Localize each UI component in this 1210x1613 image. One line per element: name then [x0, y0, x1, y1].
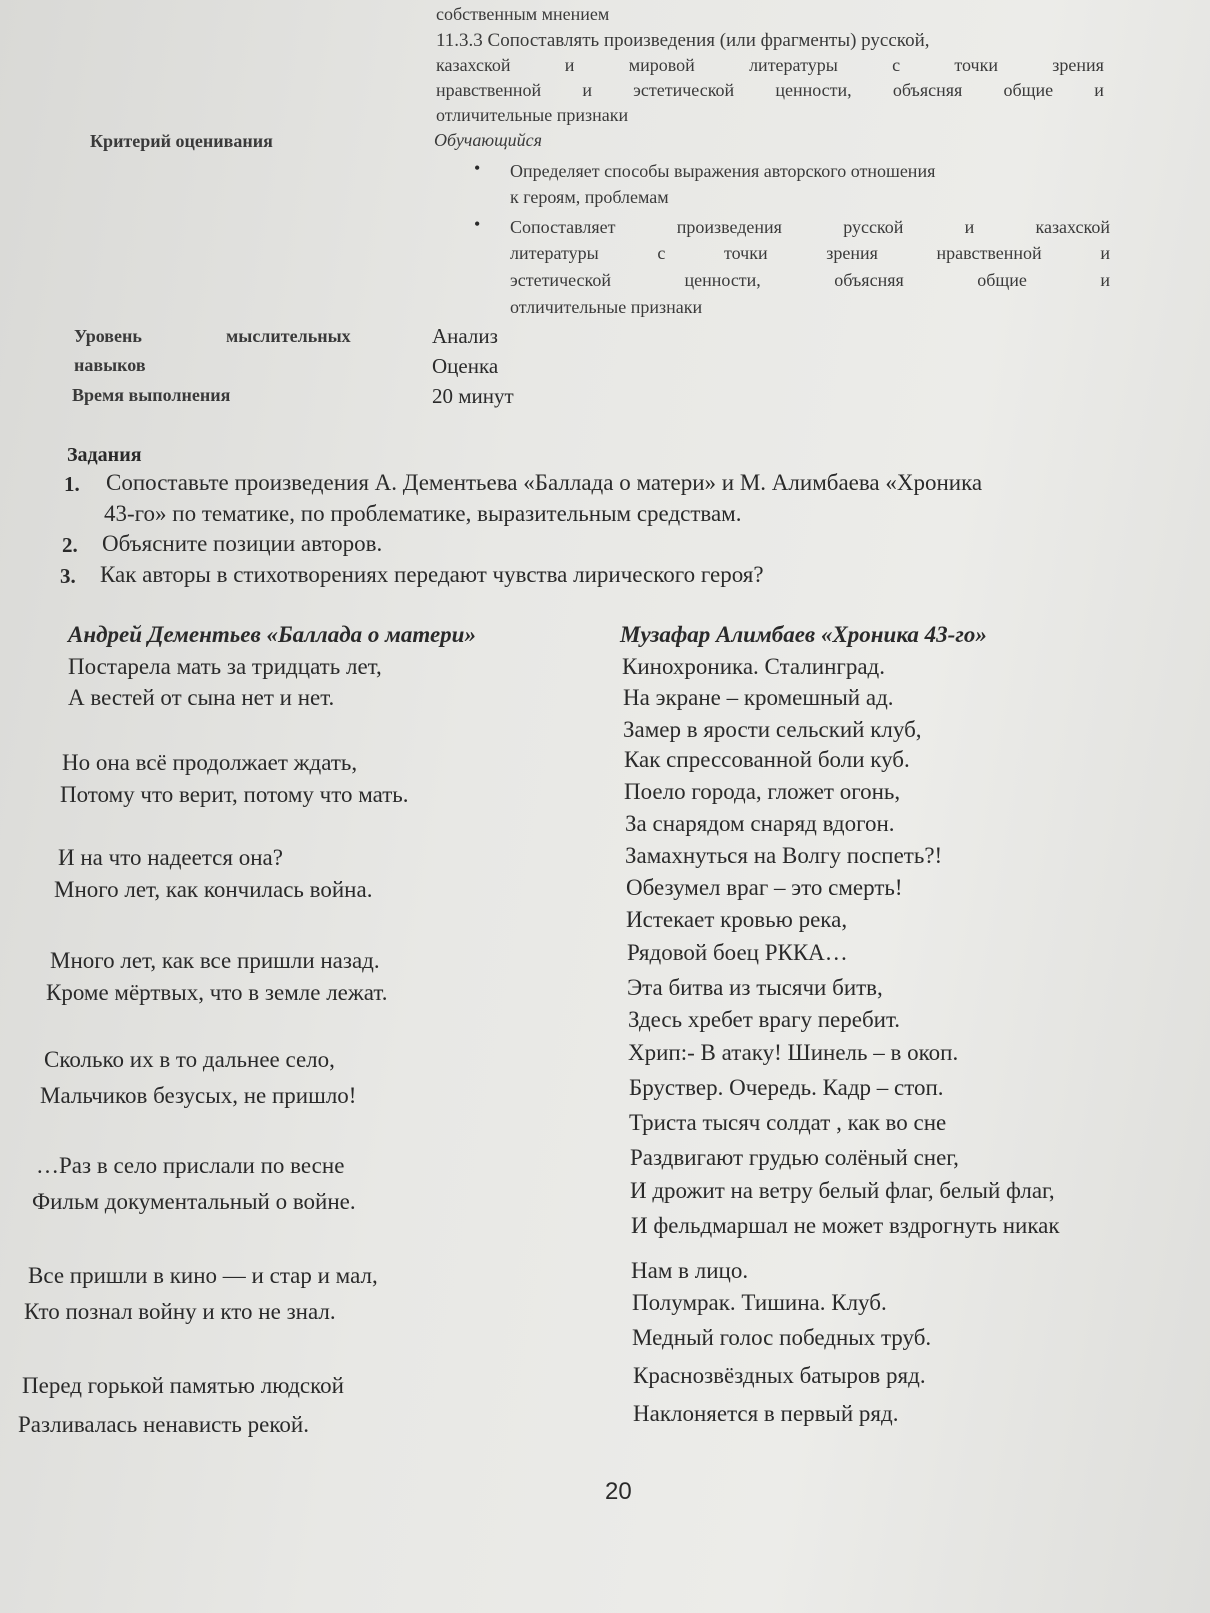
word: казахской: [1035, 217, 1110, 237]
poem-right-line: Рядовой боец РККА…: [627, 940, 848, 965]
word: произведения: [676, 217, 782, 237]
criteria-label: Критерий оценивания: [90, 131, 273, 151]
word: с: [892, 55, 901, 75]
word: точки: [954, 55, 998, 75]
objective-line: [436, 80, 1104, 101]
word: ценности,: [775, 80, 852, 100]
bullet-text: [510, 270, 1110, 291]
criteria-subject: Обучающийся: [434, 130, 543, 150]
bullet-text: к героям, проблемам: [510, 187, 669, 207]
poem-right-line: Хрип:- В атаку! Шинель – в окоп.: [628, 1040, 959, 1065]
word: объясняя: [834, 270, 904, 290]
objective-line: отличительные признаки: [436, 105, 629, 125]
word: объясняя: [892, 80, 963, 100]
objective-line: 11.3.3 Сопоставлять произведения (или фрагменты) русской,: [436, 30, 930, 51]
bullet-text: [510, 217, 1110, 238]
word: общие: [977, 270, 1027, 290]
bullet-text: отличительные признаки: [510, 297, 703, 317]
objective-line: собственным мнением: [436, 4, 610, 24]
poem-right-line: Здесь хребет врагу перебит.: [628, 1007, 901, 1032]
poem-left-line: Но она всё продолжает ждать,: [62, 750, 358, 775]
page-number: 20: [605, 1478, 632, 1505]
bullet-icon: •: [474, 158, 481, 178]
task-text: Объясните позиции авторов.: [102, 531, 383, 556]
poem-left-line: Много лет, как кончилась война.: [54, 877, 373, 902]
word: нравственной: [436, 80, 542, 100]
bullet-text: Определяет способы выражения авторского отношения: [510, 161, 936, 181]
skills-value: Анализ: [432, 324, 498, 348]
word: с: [657, 243, 666, 263]
poem-right-line: Полумрак. Тишина. Клуб.: [632, 1290, 887, 1315]
skills-value: Оценка: [432, 354, 499, 378]
skills-label: мыслительных: [226, 326, 351, 346]
word: казахской: [436, 55, 511, 75]
task-number: 2.: [62, 533, 78, 557]
poem-right-line: Краснозвёздных батыров ряд.: [633, 1363, 926, 1388]
word: эстетической: [510, 270, 612, 290]
poem-right-line: И фельдмаршал не может вздрогнуть никак: [631, 1213, 1060, 1238]
poem-right-line: Триста тысяч солдат , как во сне: [629, 1110, 947, 1135]
poem-left-line: Кроме мёртвых, что в земле лежат.: [46, 980, 388, 1005]
poem-right-line: За снарядом снаряд вдогон.: [625, 811, 895, 836]
word: зрения: [826, 243, 878, 263]
poem-right-line: Нам в лицо.: [631, 1258, 749, 1283]
word: зрения: [1052, 55, 1104, 75]
poem-right-line: Как спрессованной боли куб.: [624, 747, 910, 772]
tasks-heading: Задания: [67, 444, 142, 466]
poem-right-line: Замахнуться на Волгу поспеть?!: [625, 843, 943, 868]
poem-left-line: Потому что верит, потому что мать.: [60, 782, 409, 807]
poem-right-line: Истекает кровью река,: [626, 907, 848, 932]
poem-right-line: Эта битва из тысячи битв,: [627, 975, 883, 1000]
bullet-text: [510, 243, 1110, 264]
word: литературы: [510, 243, 599, 263]
word: и: [964, 217, 975, 237]
word: и: [1100, 243, 1110, 263]
poem-right-line: Обезумел враг – это смерть!: [626, 875, 903, 900]
poem-left-line: Много лет, как все пришли назад.: [50, 948, 380, 973]
skills-label: Уровень: [74, 326, 142, 346]
poem-right-line: Наклоняется в первый ряд.: [633, 1401, 899, 1426]
word: литературы: [749, 55, 838, 75]
task-text: Как авторы в стихотворениях передают чувства лирического героя?: [100, 562, 764, 587]
poem-left-line: Разливалась ненависть рекой.: [18, 1412, 309, 1437]
poem-right-line: Замер в ярости сельский клуб,: [623, 717, 922, 742]
poem-left-line: Мальчиков безусых, не пришло!: [40, 1083, 357, 1108]
task-number: 3.: [60, 564, 76, 588]
poem-left-line: Постарела мать за тридцать лет,: [68, 654, 382, 679]
task-text: 43-го» по тематике, по проблематике, выразительным средствам.: [104, 501, 742, 526]
poem-right-line: Раздвигают грудью солёный снег,: [630, 1145, 959, 1170]
word: русской: [843, 217, 904, 237]
poem-left-line: И на что надеется она?: [58, 845, 283, 870]
word: ценности,: [684, 270, 761, 290]
objective-line: [436, 55, 1104, 76]
poem-left-line: Перед горькой памятью людской: [22, 1373, 344, 1398]
poem-left-line: Кто познал войну и кто не знал.: [24, 1299, 336, 1324]
word: нравственной: [936, 243, 1042, 263]
poem-left-line: Все пришли в кино — и стар и мал,: [28, 1263, 378, 1288]
poem-right-line: Поело города, гложет огонь,: [624, 779, 901, 804]
word: и: [564, 55, 575, 75]
poem-right-line: На экране – кромешный ад.: [623, 685, 894, 710]
poem-left-line: Фильм документальный о войне.: [32, 1189, 356, 1214]
word: и: [582, 80, 592, 100]
poem-right-line: Кинохроника. Сталинград.: [622, 654, 886, 679]
poem-right-title: Музафар Алимбаев «Хроника 43-го»: [620, 622, 987, 647]
poem-left-line: Сколько их в то дальнее село,: [44, 1047, 335, 1072]
poem-left-title: Андрей Дементьев «Баллада о матери»: [68, 622, 476, 647]
word: и: [1094, 80, 1104, 100]
poem-right-line: И дрожит на ветру белый флаг, белый флаг,: [630, 1178, 1055, 1203]
word: Сопоставляет: [510, 217, 616, 237]
word: и: [1100, 270, 1110, 290]
task-number: 1.: [64, 472, 80, 496]
poem-right-line: Медный голос победных труб.: [632, 1325, 932, 1350]
time-value: 20 минут: [432, 384, 514, 408]
poem-left-line: …Раз в село прислали по весне: [36, 1153, 345, 1178]
poem-right-line: Бруствер. Очередь. Кадр – стоп.: [629, 1075, 944, 1100]
word: общие: [1003, 80, 1054, 100]
skills-label: навыков: [74, 355, 146, 375]
word: точки: [724, 243, 768, 263]
bullet-icon: •: [474, 214, 481, 234]
time-label: Время выполнения: [72, 385, 231, 405]
word: мировой: [628, 55, 695, 75]
poem-left-line: А вестей от сына нет и нет.: [68, 685, 335, 710]
task-text: Сопоставьте произведения А. Дементьева «Баллада о матери» и М. Алимбаева «Хроника: [106, 470, 983, 495]
word: эстетической: [633, 80, 735, 100]
